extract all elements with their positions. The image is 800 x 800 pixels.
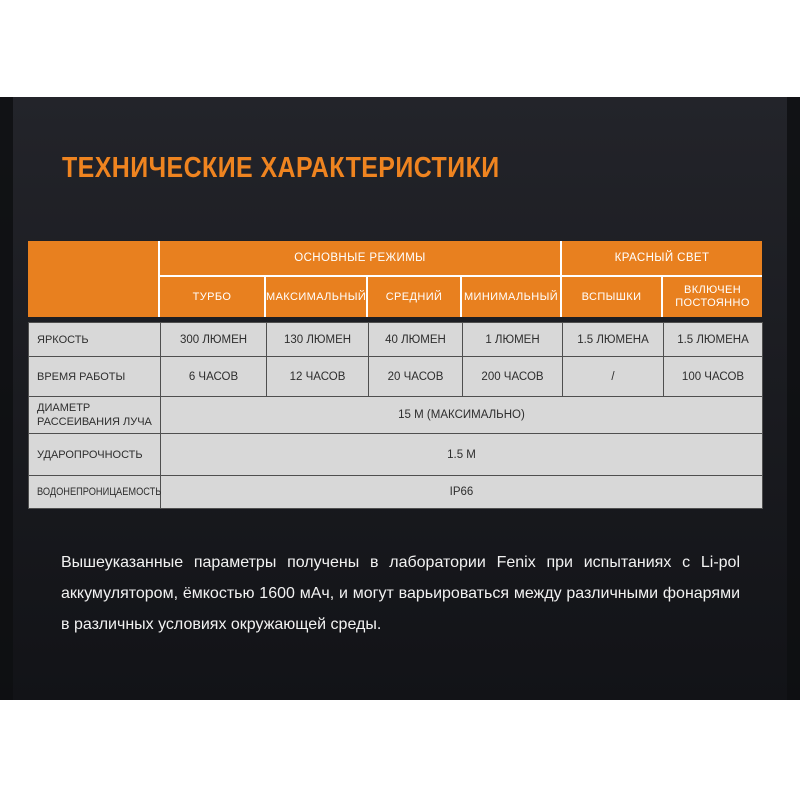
panel-right-edge-shade [787, 97, 800, 700]
column-header-medium: СРЕДНИЙ [368, 277, 462, 317]
header-corner-cell [28, 241, 160, 317]
row-label: УДАРОПРОЧНОСТЬ [29, 434, 161, 476]
row-label: ЯРКОСТЬ [29, 323, 161, 357]
footnote-paragraph [61, 547, 740, 640]
spec-value: 1.5 ЛЮМЕНА [563, 323, 664, 357]
spec-value: 100 ЧАСОВ [664, 357, 763, 397]
spec-value: 12 ЧАСОВ [267, 357, 369, 397]
spec-value: IP66 [161, 476, 763, 509]
spec-value: 200 ЧАСОВ [463, 357, 563, 397]
spec-value: 15 М (МАКСИМАЛЬНО) [161, 397, 763, 434]
spec-value: / [563, 357, 664, 397]
spec-value: 130 ЛЮМЕН [267, 323, 369, 357]
spec-value: 1 ЛЮМЕН [463, 323, 563, 357]
spec-value: 40 ЛЮМЕН [369, 323, 463, 357]
spec-value: 300 ЛЮМЕН [161, 323, 267, 357]
table-row-waterproofing [29, 476, 763, 509]
spec-table-header [28, 241, 762, 317]
page-title: ТЕХНИЧЕСКИЕ ХАРАКТЕРИСТИКИ [62, 152, 500, 184]
column-header-turbo: ТУРБО [160, 277, 266, 317]
group-header-red-light: КРАСНЫЙ СВЕТ [562, 241, 762, 277]
row-label [29, 476, 161, 509]
group-header-main-modes: ОСНОВНЫЕ РЕЖИМЫ [160, 241, 562, 277]
table-row-impact-resistance [29, 434, 763, 476]
spec-value: 1.5 М [161, 434, 763, 476]
row-label-text: ВОДОНЕПРОНИЦАЕМОСТЬ [37, 486, 162, 498]
table-row-beam-diameter [29, 397, 763, 434]
footnote-line: аккумулятором, ёмкостью 1600 мАч, и могут варьироваться между различными фонарями [61, 585, 740, 602]
spec-table [28, 241, 762, 509]
footnote-line: в различных условиях окружающей среды. [61, 616, 382, 633]
spec-value: 20 ЧАСОВ [369, 357, 463, 397]
column-header-constant-on: ВКЛЮЧЕН ПОСТОЯННО [663, 277, 762, 317]
panel-left-edge-shade [0, 97, 13, 700]
spec-table-body [28, 322, 763, 509]
footnote-line: Вышеуказанные параметры получены в лаборатории Fenix при испытаниях с Li-pol [61, 554, 740, 571]
column-header-maximum: МАКСИМАЛЬНЫЙ [266, 277, 368, 317]
spec-value: 6 ЧАСОВ [161, 357, 267, 397]
column-header-minimum: МИНИМАЛЬНЫЙ [462, 277, 562, 317]
table-row-runtime [29, 357, 763, 397]
column-header-flash: ВСПЫШКИ [562, 277, 663, 317]
row-label: ВРЕМЯ РАБОТЫ [29, 357, 161, 397]
row-label: ДИАМЕТР РАССЕИВАНИЯ ЛУЧА [29, 397, 161, 434]
spec-value: 1.5 ЛЮМЕНА [664, 323, 763, 357]
table-row-brightness [29, 323, 763, 357]
